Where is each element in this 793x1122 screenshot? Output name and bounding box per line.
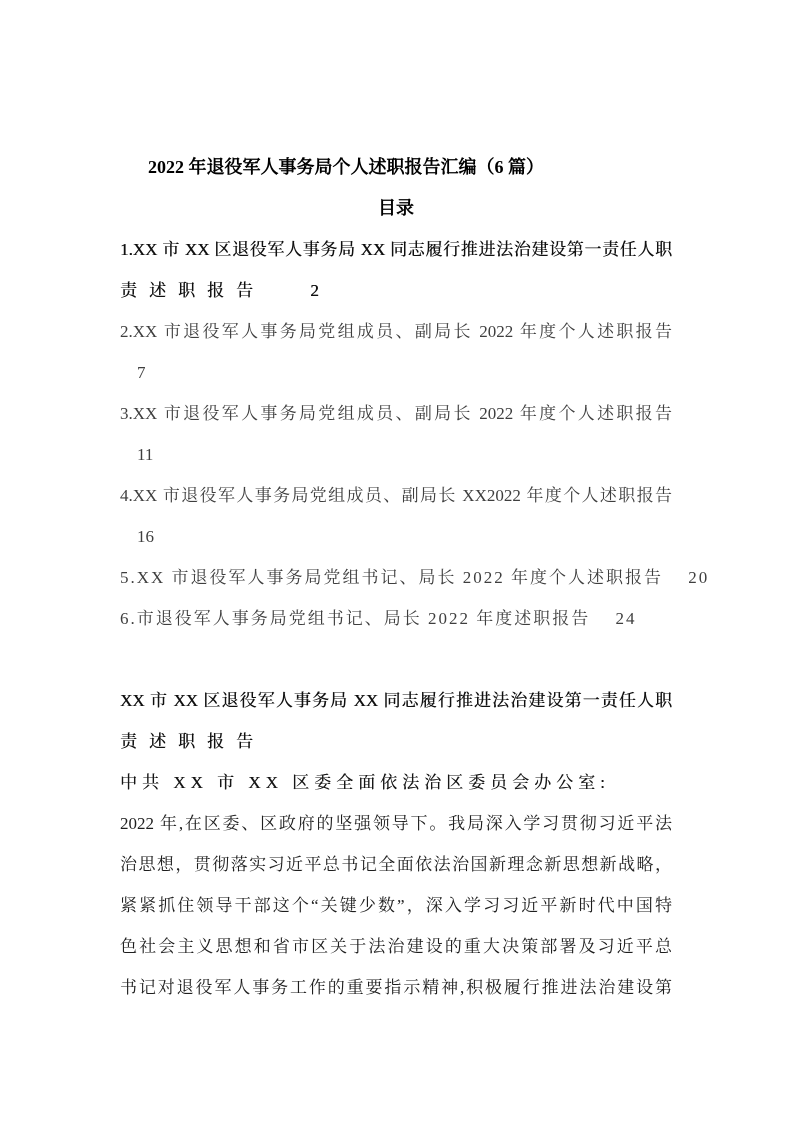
document-title: 2022 年退役军人事务局个人述职报告汇编（6 篇）: [148, 157, 544, 177]
paragraph-line: 紧紧抓住领导干部这个“关键少数”，深入学习习近平新时代中国特: [120, 896, 672, 915]
toc-line: 11: [137, 445, 154, 464]
blank-line: [120, 639, 672, 680]
toc-line: 1.XX 市 XX 区退役军人事务局 XX 同志履行推进法治建设第一责任人职: [120, 240, 672, 259]
salutation-line: 中共 XX 市 XX 区委全面依法治区委员会办公室:: [120, 773, 610, 792]
paragraph-line: 治思想，贯彻落实习近平总书记全面依法治国新理念新思想新战略，: [120, 855, 672, 874]
section-heading-line: 责述职报告: [120, 732, 265, 751]
toc-line: 5.XX 市退役军人事务局党组书记、局长 2022 年度个人述职报告 20: [120, 568, 710, 587]
section-heading-line: XX 市 XX 区退役军人事务局 XX 同志履行推进法治建设第一责任人职: [120, 691, 672, 710]
toc-line: 3.XX 市退役军人事务局党组成员、副局长 2022 年度个人述职报告: [120, 404, 672, 423]
toc-line: 7: [137, 363, 146, 382]
toc-line: 2.XX 市退役军人事务局党组成员、副局长 2022 年度个人述职报告: [120, 322, 672, 341]
toc-line: 4.XX 市退役军人事务局党组成员、副局长 XX2022 年度个人述职报告: [120, 486, 672, 505]
paragraph-line: 色社会主义思想和省市区关于法治建设的重大决策部署及习近平总: [120, 937, 672, 956]
toc-line: 16: [137, 527, 154, 546]
section-paragraph: [120, 803, 672, 1008]
toc-heading: 目录: [378, 198, 414, 218]
section-heading: [120, 680, 672, 762]
paragraph-line: 书记对退役军人事务工作的重要指示精神,积极履行推进法治建设第: [120, 978, 672, 997]
paragraph-line: 2022 年,在区委、区政府的坚强领导下。我局深入学习贯彻习近平法: [120, 814, 672, 833]
toc-line: 责述职报告 2: [120, 281, 331, 300]
toc-line: 6.市退役军人事务局党组书记、局长 2022 年度述职报告 24: [120, 609, 637, 628]
toc-list: [120, 229, 710, 639]
